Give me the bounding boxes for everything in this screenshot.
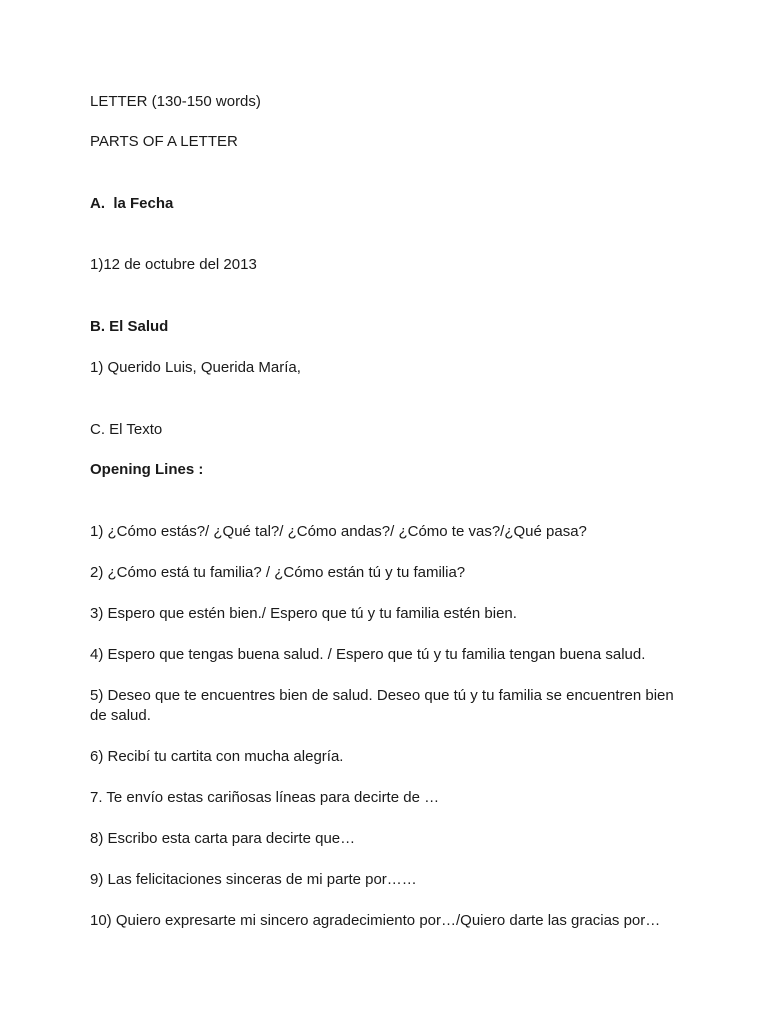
document-subtitle: PARTS OF A LETTER: [90, 133, 238, 150]
list-item: 3) Espero que estén bien./ Espero que tú y tu familia estén bien.: [90, 605, 517, 622]
list-item: 6) Recibí tu cartita con mucha alegría.: [90, 748, 344, 765]
list-item: 8) Escribo esta carta para decirte que…: [90, 830, 356, 847]
opening-lines-heading: Opening Lines :: [90, 461, 204, 478]
greeting-line: 1) Querido Luis, Querida María,: [90, 359, 301, 376]
section-c-heading: C. El Texto: [90, 421, 163, 438]
list-item: 9) Las felicitaciones sinceras de mi parte por……: [90, 871, 417, 888]
list-item: 7. Te envío estas cariñosas líneas para decirte de …: [90, 789, 440, 806]
list-item: 2) ¿Cómo está tu familia? / ¿Cómo están tú y tu familia?: [90, 564, 466, 581]
list-item: 1) ¿Cómo estás?/ ¿Qué tal?/ ¿Cómo andas?/ ¿Cómo te vas?/¿Qué pasa?: [90, 523, 587, 540]
list-item: 10) Quiero expresarte mi sincero agradecimiento por…/Quiero darte las gracias por…: [90, 912, 661, 929]
list-item: 4) Espero que tengas buena salud. / Espero que tú y tu familia tengan buena salud.: [90, 646, 646, 663]
section-a-heading: A. la Fecha: [90, 195, 174, 212]
list-item: 5) Deseo que te encuentres bien de salud. Deseo que tú y tu familia se encuentren bien de salud.: [90, 687, 674, 724]
section-b-heading: B. El Salud: [90, 318, 169, 335]
date-line: 1)12 de octubre del 2013: [90, 256, 257, 273]
document-title: LETTER (130-150 words): [90, 93, 261, 110]
